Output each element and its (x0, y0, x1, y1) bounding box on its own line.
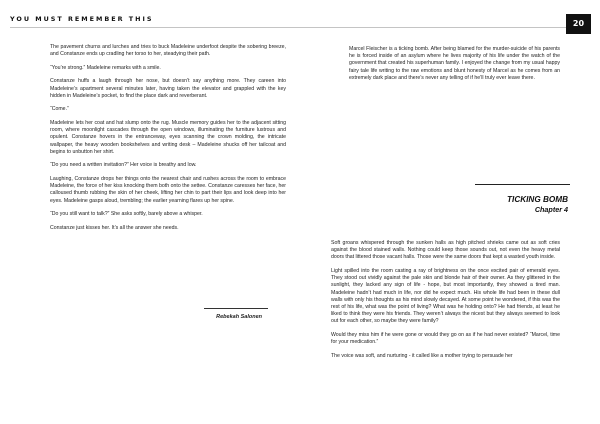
left-page-text (50, 44, 286, 238)
story-title: TICKING BOMB (507, 195, 568, 204)
left-paragraph: Constanze just kisses her. It’s all the answer she needs. (50, 224, 179, 231)
story-text (331, 240, 560, 366)
left-paragraph: “Do you need a written invitation?” Her voice is breathy and low. (50, 162, 197, 169)
left-paragraph: “Do you still want to talk?” She asks softly, barely above a whisper. (50, 211, 203, 218)
story-paragraph: The voice was soft, and nurturing - it called like a mother trying to persuade her (331, 352, 513, 359)
left-paragraph: “You’re strong.” Madeleine remarks with a smile. (50, 64, 161, 71)
left-paragraph: Madeleine lets her coat and hat slump onto the rug. Muscle memory guides her to the adjacent sitting room, where moonlight cascades through the open windows, illuminating the furniture lustrous and opulent. Constanze hovers in the entranceway, eyes scanning the crown molding, the intricate wallpaper, the heavy wooden bookshelves and writing desk – Madeleine shucks off her tailcoat and begins to unbutton her shirt. (50, 119, 286, 155)
left-paragraph: “Come.” (50, 106, 69, 113)
left-paragraph: Constanze huffs a laugh through her nose, but doesn’t say anything more. They careen into Madeleine’s apartment several minutes later, having taken the elevator and grappled with the key hidden in Madeleine’s pocket, to find the place dark and reverberant. (50, 78, 286, 99)
story-paragraph: Light spilled into the room casting a ray of brightness on the once excited pair of emerald eyes. They stood out vividly against the pale skin and blonde hair of their owner. As they glittered in the sunlight, they lacked any sign of life - hope, but most importantly, they showed a tired man. Madeleine hadn’t had much in life, nor did he expect much. His whole life had been in these dull walls with only his thoughts as his mind slowly decayed. At some point he wondered, if this was the rest of his life, what was the point of living? What was he holding onto? He had friends, at least he liked to think they were his friends. They weren’t always the nicest but they always seemed to look out for each other, so maybe they were family? (331, 268, 560, 325)
story-title-rule (475, 184, 570, 185)
header-rule (10, 27, 580, 28)
author-bio (331, 46, 560, 88)
bio-paragraph: Marcel Fleischer is a ticking bomb. After being blamed for the murder-suicide of his parents he is forced inside of an asylum where he lives majority of his life under the watch of the government that created his superhuman family. I enjoyed the change from my usual happy fairy tale life writing to the raw emotions and blunt honesty of Marcel as he comes from an extremely dark place and there’s never any telling of if he’ll truly ever leave there. (349, 46, 560, 81)
story-paragraph: Soft groans whispered through the sunken halls as high pitched shrieks came out as soft cries against the blood stained walls. Nothing could keep those sounds out, not even the heavy metal doors that littered those vacant halls. Those were the same doors that kept a wasted youth inside. (331, 240, 560, 261)
story-paragraph: Would they miss him if he were gone or would they go on as if he had never existed? “Marcel, time for your medication.” (331, 332, 560, 346)
page-number-badge: 20 (566, 14, 591, 34)
author-rule (204, 308, 268, 309)
author-name: Rebekah Salonen (216, 314, 262, 320)
left-paragraph: Laughing, Constanze drops her things onto the nearest chair and rushes across the room to embrace Madeleine, the force of her kiss knocking them both onto the settee. Constanze caresses her face, her calloused thumb rubbing the skin of her cheek, lifting her chin to part their lips and look deep into her eyes. Madeleine gasps aloud, trembling; the earlier yearning flares up her spine. (50, 175, 286, 204)
running-header-title: YOU MUST REMEMBER THIS (10, 15, 154, 23)
left-paragraph: The pavement churns and lurches and tries to buck Madeleine underfoot despite the sobering breeze, and Constanze ends up cradling her torso to her, steadying their path. (50, 44, 286, 58)
story-chapter: Chapter 4 (534, 205, 568, 214)
